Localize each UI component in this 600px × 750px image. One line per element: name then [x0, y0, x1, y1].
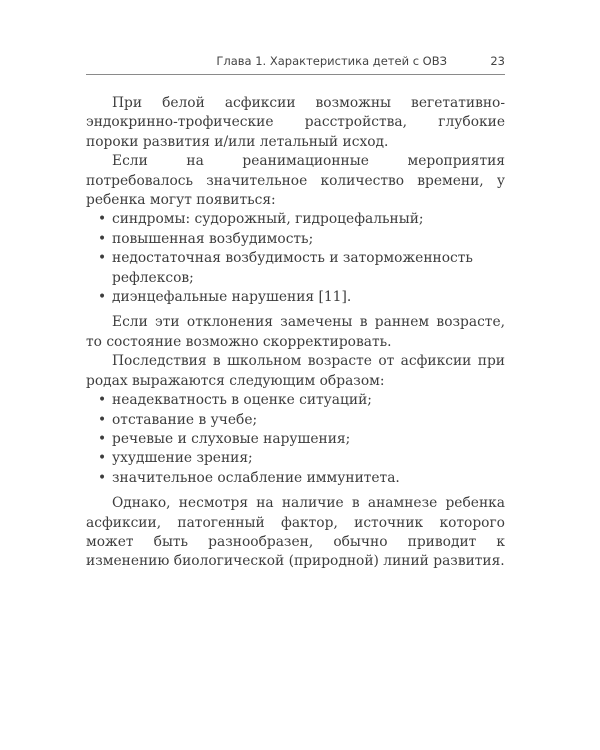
list-item-text: недостаточная возбудимость и заторможенность рефлексов;	[112, 250, 473, 286]
list-item	[86, 210, 505, 229]
list-item	[86, 449, 505, 468]
list-item	[86, 288, 505, 307]
list-item	[86, 391, 505, 410]
paragraph-white-asphyxia: При белой асфиксии возможны вегетативно-эндокринно-трофические расстройства, глубокие пороки развития и/или летальный исход.	[86, 95, 505, 150]
list-item-text: повышенная возбудимость;	[112, 230, 314, 247]
list-item-text: синдромы: судорожный, гидроцефальный;	[112, 211, 424, 228]
bullet-icon: •	[98, 430, 107, 447]
list-item	[86, 469, 505, 488]
page-number: 23	[490, 54, 505, 68]
running-header	[86, 50, 505, 70]
list-item-text: ухудшение зрения;	[112, 450, 253, 467]
bullet-icon: •	[98, 411, 107, 428]
list-item-text: неадекватность в оценке ситуаций;	[112, 392, 372, 409]
list-item	[86, 411, 505, 430]
paragraph-conclusion: Однако, несмотря на наличие в анамнезе ребенка асфиксии, патогенный фактор, источник которого может быть разнообразен, обычно приводит к изменению биологической (природной) линий развития.	[86, 495, 505, 570]
bullet-icon: •	[98, 469, 107, 486]
running-title: Глава 1. Характеристика детей с ОВЗ	[216, 54, 447, 68]
list-item	[86, 430, 505, 449]
list-item-text: отставание в учебе;	[112, 411, 258, 428]
bullet-icon: •	[98, 392, 107, 409]
bullet-icon: •	[98, 211, 107, 228]
paragraph-early-correction: Если эти отклонения замечены в раннем возрасте, то состояние возможно скорректировать.	[86, 314, 505, 350]
paragraph-resuscitation: Если на реанимационные мероприятия потребовалось значительное количество времени, у ребенка могут появиться:	[86, 153, 505, 209]
list-item	[86, 249, 505, 288]
list-item-text: речевые и слуховые нарушения;	[112, 430, 351, 447]
list-symptoms	[86, 210, 505, 307]
list-item-text: диэнцефальные нарушения [11].	[112, 289, 352, 306]
header-rule	[86, 74, 505, 75]
page-body	[86, 94, 505, 572]
bullet-icon: •	[98, 450, 107, 467]
bullet-icon: •	[98, 250, 107, 267]
list-item-text: значительное ослабление иммунитета.	[112, 469, 400, 486]
paragraph-school-consequences: Последствия в школьном возрасте от асфиксии при родах выражаются следующим образом:	[86, 353, 505, 389]
list-consequences	[86, 391, 505, 488]
bullet-icon: •	[98, 230, 107, 247]
list-item	[86, 230, 505, 249]
bullet-icon: •	[98, 289, 107, 306]
